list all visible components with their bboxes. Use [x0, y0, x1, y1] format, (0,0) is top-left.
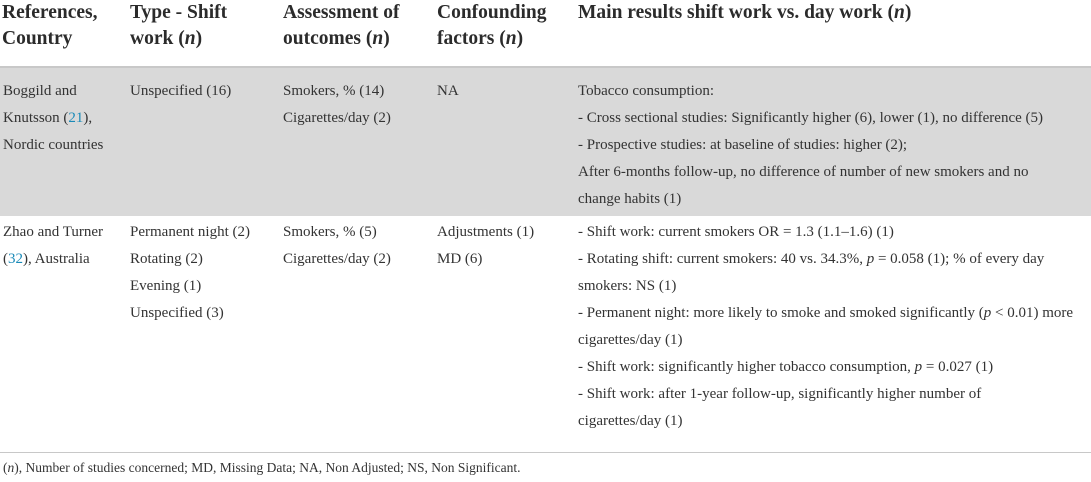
row-assessment: Smokers, % (5) Cigarettes/day (2) [283, 224, 391, 267]
row-results: - Shift work: current smokers OR = 1.3 (1.1–1.6) (1) - Rotating shift: current smokers: 40 vs. 34.3%, p = 0.058 (1); % of every day smokers: NS (1) - Permanent night: more likely to smoke and smoked significantly (p < 0.01) more cigarettes/day (1) - Shift work: significantly higher tobacco consumption, p = 0.027 (1) - Shift work: after 1-year follow-up, significantly higher number of cigarettes/day (1) [578, 224, 1074, 429]
table-footnote: (n), Number of studies concerned; MD, Missing Data; NA, Non Adjusted; NS, Non Significant. [3, 460, 521, 475]
header-assessment: Assessment of outcomes (n) [283, 2, 400, 49]
header-references: References, Country [2, 2, 98, 49]
row-results: Tobacco consumption: - Cross sectional studies: Significantly higher (6), lower (1), no difference (5) - Prospective studies: at baseline of studies: higher (2); After 6-months follow-up, no difference of number of new smokers and no change habits (1) [578, 83, 1044, 207]
header-confounding: Confounding factors (n) [437, 2, 547, 49]
row-type: Permanent night (2) Rotating (2) Evening (1) Unspecified (3) [130, 224, 250, 321]
table-header-row [0, 0, 1091, 66]
table-row [0, 68, 1091, 216]
header-type-shift: Type - Shift work (n) [130, 2, 228, 49]
citation-link[interactable]: 32 [8, 251, 23, 267]
table-row [0, 216, 1091, 452]
row-reference: Zhao and Turner (32), Australia [3, 224, 103, 267]
row-confounding: NA [437, 83, 459, 99]
row-reference: Boggild and Knutsson (21), Nordic countries [3, 83, 104, 153]
bottom-rule [0, 452, 1091, 453]
row-assessment: Smokers, % (14) Cigarettes/day (2) [283, 83, 391, 126]
header-main-results: Main results shift work vs. day work (n) [578, 2, 912, 23]
row-type: Unspecified (16) [130, 83, 232, 99]
row-confounding: Adjustments (1) MD (6) [437, 224, 535, 267]
citation-link[interactable]: 21 [68, 110, 84, 126]
